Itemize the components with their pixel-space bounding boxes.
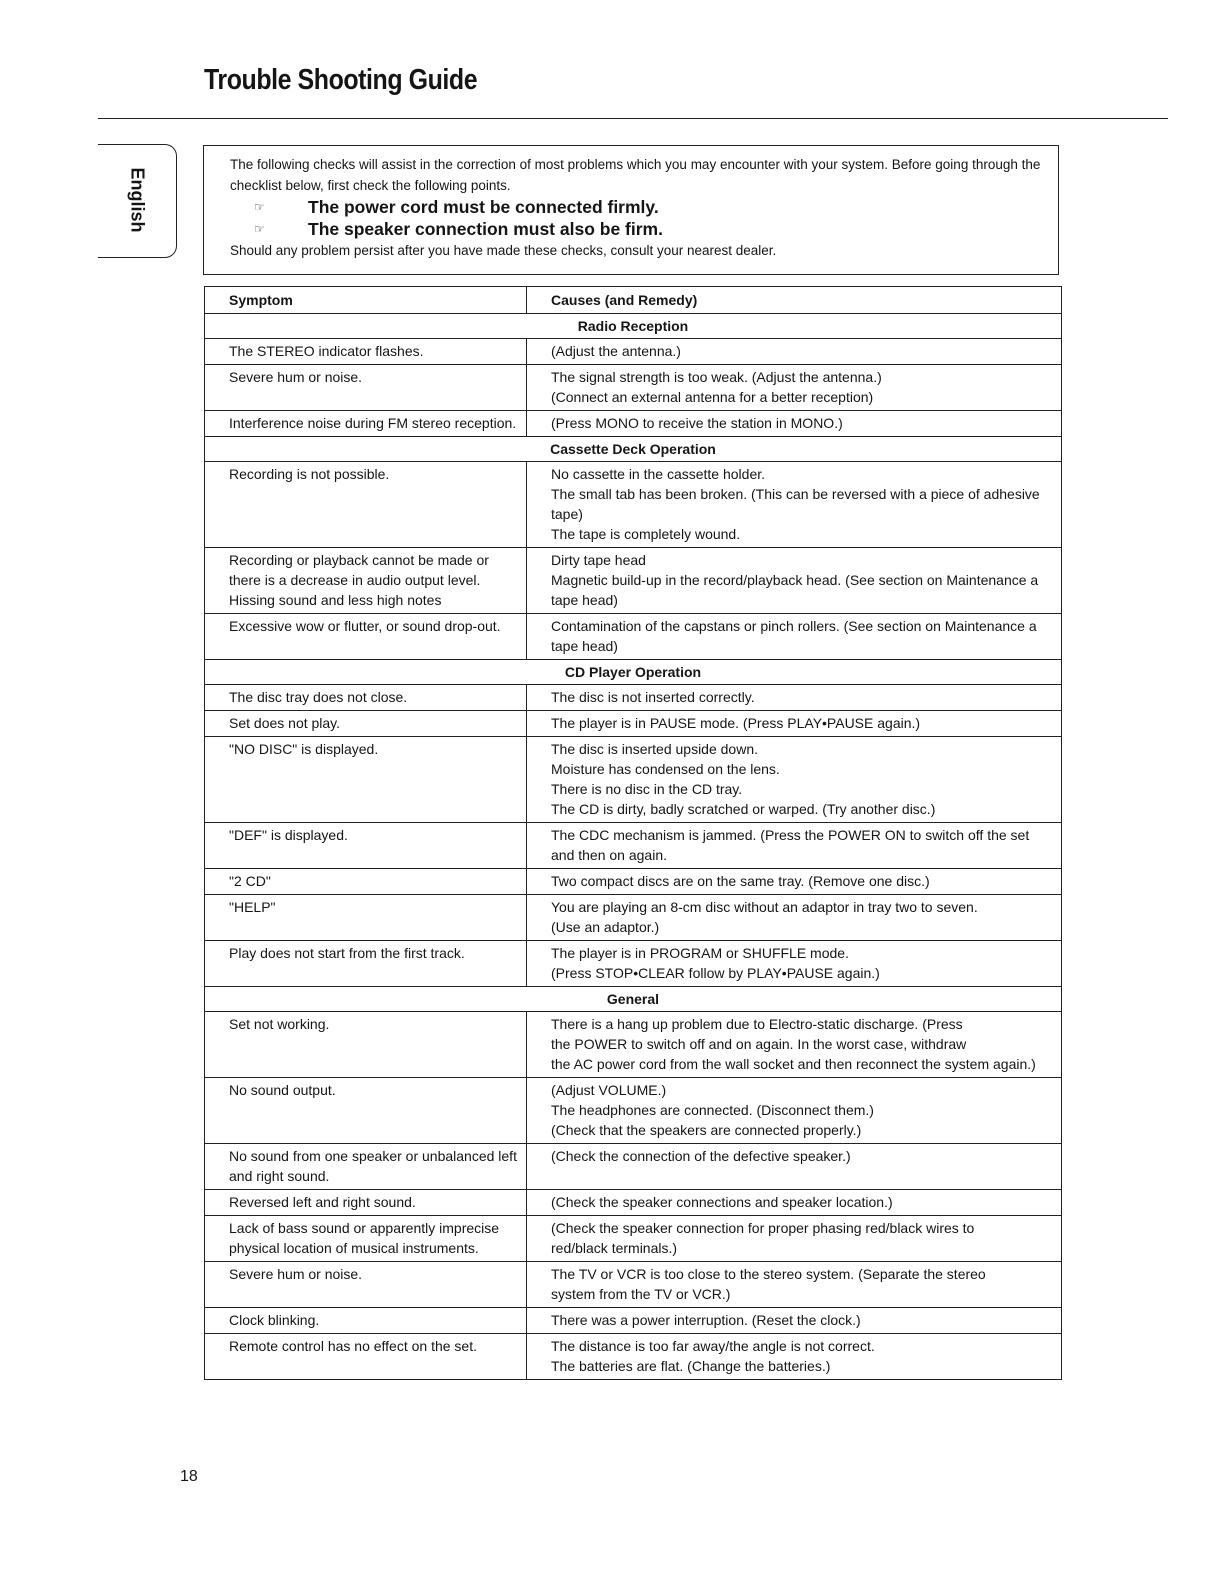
causes-line: (Check the speaker connections and speaker location.) <box>551 1194 893 1210</box>
intro-note-text: The power cord must be connected firmly. <box>308 197 659 217</box>
causes-line: The headphones are connected. (Disconnect them.) <box>551 1102 874 1118</box>
causes-line: The CD is dirty, badly scratched or warped. (Try another disc.) <box>551 801 936 817</box>
causes-line: (Connect an external antenna for a better reception) <box>551 389 874 405</box>
section-title: Cassette Deck Operation <box>205 437 1062 462</box>
table-row <box>205 614 1062 660</box>
table-row <box>205 1262 1062 1308</box>
pointing-hand-icon: ☞ <box>254 200 265 214</box>
table-row <box>205 1216 1062 1262</box>
section-header-row <box>205 660 1062 685</box>
causes-cell <box>527 823 1062 869</box>
causes-line: red/black terminals.) <box>551 1240 678 1256</box>
page-title: Trouble Shooting Guide <box>204 64 478 96</box>
symptom-line: Excessive wow or flutter, or sound drop-out. <box>229 618 501 634</box>
symptom-line: Hissing sound and less high notes <box>229 592 442 608</box>
intro-box <box>203 145 1059 275</box>
symptom-line: Severe hum or noise. <box>229 1266 363 1282</box>
symptom-line: The STEREO indicator flashes. <box>229 343 424 359</box>
symptom-cell <box>205 339 527 365</box>
causes-line: The disc is not inserted correctly. <box>551 689 755 705</box>
causes-cell <box>527 548 1062 614</box>
pointing-hand-icon: ☞ <box>254 222 265 236</box>
symptom-cell <box>205 1216 527 1262</box>
symptom-line: Lack of bass sound or apparently imprecise <box>229 1220 500 1236</box>
table-row <box>205 548 1062 614</box>
symptom-line: Recording is not possible. <box>229 466 390 482</box>
symptom-cell <box>205 869 527 895</box>
section-header-row <box>205 987 1062 1012</box>
intro-text: The following checks will assist in the correction of most problems which you may encounter with your system. Before going through the checklist below, first check the following points. <box>230 157 1041 193</box>
symptom-line: Set not working. <box>229 1016 330 1032</box>
causes-line: (Press MONO to receive the station in MONO.) <box>551 415 843 431</box>
symptom-line: there is a decrease in audio output level. <box>229 572 481 588</box>
causes-line: The TV or VCR is too close to the stereo system. (Separate the stereo <box>551 1266 986 1282</box>
symptom-cell <box>205 737 527 823</box>
table-row <box>205 737 1062 823</box>
table-row <box>205 339 1062 365</box>
causes-line: There is no disc in the CD tray. <box>551 781 743 797</box>
table-row <box>205 823 1062 869</box>
causes-cell <box>527 339 1062 365</box>
symptom-line: physical location of musical instruments. <box>229 1240 479 1256</box>
causes-line: The batteries are flat. (Change the batteries.) <box>551 1358 831 1374</box>
symptom-line: Play does not start from the first track. <box>229 945 465 961</box>
causes-cell <box>527 941 1062 987</box>
column-header-symptom: Symptom <box>205 287 527 314</box>
causes-line: The tape is completely wound. <box>551 526 741 542</box>
intro-note-text: The speaker connection must also be firm. <box>308 219 663 239</box>
causes-cell <box>527 1216 1062 1262</box>
section-title: General <box>205 987 1062 1012</box>
causes-line: (Check the speaker connection for proper phasing red/black wires to <box>551 1220 975 1236</box>
table-row <box>205 365 1062 411</box>
symptom-line: Reversed left and right sound. <box>229 1194 416 1210</box>
causes-line: You are playing an 8-cm disc without an adaptor in tray two to seven. <box>551 899 978 915</box>
language-tab-label: English <box>127 167 148 233</box>
causes-cell <box>527 895 1062 941</box>
section-header-row <box>205 437 1062 462</box>
symptom-cell <box>205 1334 527 1380</box>
causes-cell <box>527 365 1062 411</box>
table-row <box>205 1334 1062 1380</box>
trouble-shooting-table <box>204 286 1062 1380</box>
table-row <box>205 941 1062 987</box>
causes-line: (Adjust VOLUME.) <box>551 1082 667 1098</box>
section-header-row <box>205 314 1062 339</box>
symptom-cell <box>205 823 527 869</box>
causes-line: (Check the connection of the defective speaker.) <box>551 1148 851 1164</box>
causes-cell <box>527 462 1062 548</box>
causes-line: (Use an adaptor.) <box>551 919 660 935</box>
table-row <box>205 869 1062 895</box>
causes-line: the AC power cord from the wall socket and then reconnect the system again.) <box>551 1056 1036 1072</box>
causes-cell <box>527 1144 1062 1190</box>
causes-cell <box>527 685 1062 711</box>
header-divider <box>98 118 1168 119</box>
causes-line: (Check that the speakers are connected properly.) <box>551 1122 862 1138</box>
causes-line: The disc is inserted upside down. <box>551 741 758 757</box>
symptom-cell <box>205 941 527 987</box>
symptom-line: "NO DISC" is displayed. <box>229 741 379 757</box>
symptom-line: Interference noise during FM stereo reception. <box>229 415 517 431</box>
causes-line: Two compact discs are on the same tray. (Remove one disc.) <box>551 873 930 889</box>
causes-line: The distance is too far away/the angle is not correct. <box>551 1338 875 1354</box>
symptom-line: Clock blinking. <box>229 1312 320 1328</box>
causes-line: Contamination of the capstans or pinch rollers. (See section on Maintenance a tape head) <box>551 618 1037 654</box>
symptom-line: "HELP" <box>229 899 276 915</box>
causes-line: The player is in PROGRAM or SHUFFLE mode. <box>551 945 849 961</box>
symptom-line: "DEF" is displayed. <box>229 827 348 843</box>
causes-line: Dirty tape head <box>551 552 646 568</box>
symptom-line: "2 CD" <box>229 873 271 889</box>
symptom-cell <box>205 1144 527 1190</box>
table-row <box>205 1308 1062 1334</box>
causes-cell <box>527 711 1062 737</box>
symptom-line: Recording or playback cannot be made or <box>229 552 489 568</box>
causes-cell <box>527 1308 1062 1334</box>
symptom-cell <box>205 1012 527 1078</box>
symptom-cell <box>205 685 527 711</box>
causes-line: (Adjust the antenna.) <box>551 343 681 359</box>
symptom-line: The disc tray does not close. <box>229 689 408 705</box>
table-row <box>205 1144 1062 1190</box>
symptom-line: Severe hum or noise. <box>229 369 363 385</box>
causes-line: Magnetic build-up in the record/playback head. (See section on Maintenance a tape head) <box>551 572 1039 608</box>
causes-cell <box>527 614 1062 660</box>
table-row <box>205 411 1062 437</box>
intro-note <box>230 218 1058 240</box>
causes-line: The player is in PAUSE mode. (Press PLAY•PAUSE again.) <box>551 715 921 731</box>
section-title: CD Player Operation <box>205 660 1062 685</box>
causes-line: No cassette in the cassette holder. <box>551 466 766 482</box>
intro-note <box>230 196 1058 218</box>
causes-cell <box>527 737 1062 823</box>
causes-cell <box>527 1334 1062 1380</box>
symptom-cell <box>205 614 527 660</box>
causes-cell <box>527 1012 1062 1078</box>
table-row <box>205 685 1062 711</box>
symptom-cell <box>205 1190 527 1216</box>
causes-cell <box>527 1078 1062 1144</box>
symptom-cell <box>205 548 527 614</box>
causes-line: (Press STOP•CLEAR follow by PLAY•PAUSE again.) <box>551 965 880 981</box>
symptom-line: No sound from one speaker or unbalanced left <box>229 1148 517 1164</box>
causes-line: There is a hang up problem due to Electro-static discharge. (Press <box>551 1016 963 1032</box>
causes-cell <box>527 411 1062 437</box>
symptom-cell <box>205 1262 527 1308</box>
page-number: 18 <box>180 1468 198 1485</box>
table-body <box>205 314 1062 1380</box>
causes-cell <box>527 1262 1062 1308</box>
symptom-cell <box>205 711 527 737</box>
causes-line: The CDC mechanism is jammed. (Press the POWER ON to switch off the set and then on again. <box>551 827 1030 863</box>
table-row <box>205 1012 1062 1078</box>
symptom-line: No sound output. <box>229 1082 336 1098</box>
symptom-cell <box>205 411 527 437</box>
table-row <box>205 895 1062 941</box>
intro-closing: Should any problem persist after you have made these checks, consult your nearest dealer. <box>230 243 777 258</box>
causes-line: Moisture has condensed on the lens. <box>551 761 780 777</box>
symptom-cell <box>205 895 527 941</box>
table-row <box>205 1190 1062 1216</box>
causes-line: The small tab has been broken. (This can be reversed with a piece of adhesive tape) <box>551 486 1040 522</box>
causes-line: system from the TV or VCR.) <box>551 1286 731 1302</box>
symptom-cell <box>205 1078 527 1144</box>
symptom-cell <box>205 365 527 411</box>
table-row <box>205 1078 1062 1144</box>
symptom-line: and right sound. <box>229 1168 330 1184</box>
causes-line: There was a power interruption. (Reset the clock.) <box>551 1312 861 1328</box>
symptom-line: Remote control has no effect on the set. <box>229 1338 478 1354</box>
section-title: Radio Reception <box>205 314 1062 339</box>
table-row <box>205 711 1062 737</box>
causes-cell <box>527 1190 1062 1216</box>
symptom-line: Set does not play. <box>229 715 341 731</box>
causes-line: the POWER to switch off and on again. In the worst case, withdraw <box>551 1036 967 1052</box>
column-header-causes: Causes (and Remedy) <box>527 287 1062 314</box>
symptom-cell <box>205 1308 527 1334</box>
causes-cell <box>527 869 1062 895</box>
causes-line: The signal strength is too weak. (Adjust the antenna.) <box>551 369 882 385</box>
symptom-cell <box>205 462 527 548</box>
table-header-row <box>205 287 1062 314</box>
table-row <box>205 462 1062 548</box>
